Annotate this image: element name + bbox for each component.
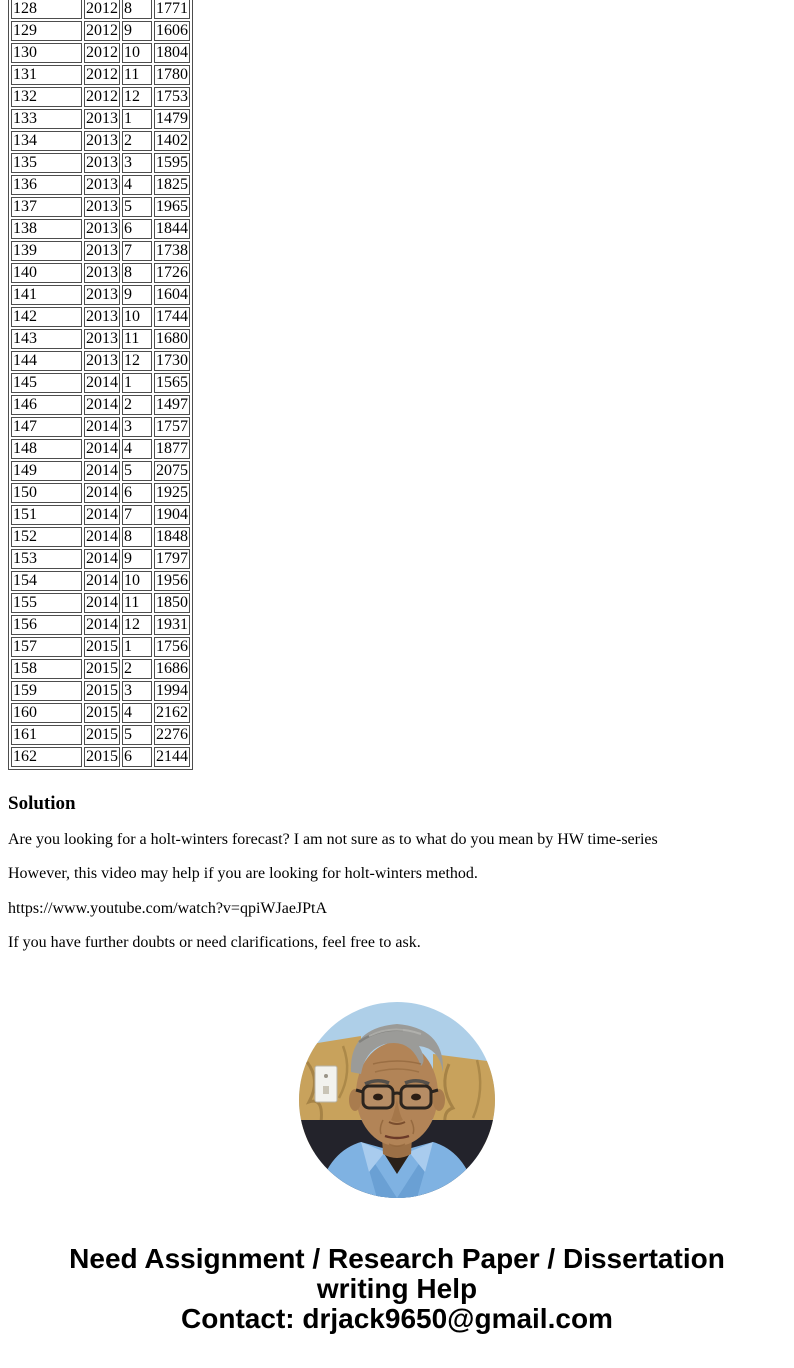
cell-year: 2012 xyxy=(86,44,118,61)
cell-index: 146 xyxy=(11,395,82,415)
table-row xyxy=(11,593,190,613)
cell-index: 154 xyxy=(11,571,82,591)
cell-index: 138 xyxy=(11,219,82,239)
table-row xyxy=(11,197,190,217)
cell-index: 148 xyxy=(11,439,82,459)
cell-index: 150 xyxy=(11,483,82,503)
cell-month: 3 xyxy=(122,153,152,173)
cell-index: 162 xyxy=(11,747,82,767)
cell-index: 159 xyxy=(11,681,82,701)
cell-value: 1402 xyxy=(156,132,188,149)
cell-index: 139 xyxy=(11,241,82,261)
cell-value: 2144 xyxy=(156,748,188,765)
cell-month: 11 xyxy=(122,593,152,613)
cell-year: 2013 xyxy=(86,352,118,369)
cell-year: 2013 xyxy=(86,308,118,325)
cell-year: 2015 xyxy=(86,660,118,677)
table-row xyxy=(11,329,190,349)
table-row xyxy=(11,351,190,371)
cell-index: 152 xyxy=(11,527,82,547)
cell-value: 1965 xyxy=(156,198,188,215)
cell-value: 1730 xyxy=(156,352,188,369)
cell-year: 2012 xyxy=(86,22,118,39)
cell-year: 2014 xyxy=(86,594,118,611)
cell-value: 1780 xyxy=(156,66,188,83)
table-row xyxy=(11,439,190,459)
cell-year: 2013 xyxy=(86,242,118,259)
cell-month: 1 xyxy=(122,109,152,129)
cell-value: 1756 xyxy=(156,638,188,655)
cell-value: 1604 xyxy=(156,286,188,303)
table-row xyxy=(11,219,190,239)
cell-index: 151 xyxy=(11,505,82,525)
solution-paragraph: If you have further doubts or need clarifications, feel free to ask. xyxy=(8,934,421,952)
solution-paragraph: However, this video may help if you are looking for holt-winters method. xyxy=(8,865,478,883)
cell-month: 6 xyxy=(122,219,152,239)
cell-month: 10 xyxy=(122,307,152,327)
cell-month: 2 xyxy=(122,395,152,415)
cell-index: 129 xyxy=(11,21,82,41)
cell-year: 2014 xyxy=(86,418,118,435)
cell-index: 135 xyxy=(11,153,82,173)
table-row xyxy=(11,109,190,129)
cell-year: 2014 xyxy=(86,440,118,457)
table-row xyxy=(11,175,190,195)
table-row xyxy=(11,527,190,547)
table-row xyxy=(11,263,190,283)
data-table-body xyxy=(11,0,190,767)
cell-value: 1757 xyxy=(156,418,188,435)
cell-month: 3 xyxy=(122,681,152,701)
cell-month: 9 xyxy=(122,549,152,569)
cell-value: 2075 xyxy=(156,462,188,479)
cell-year: 2014 xyxy=(86,396,118,413)
cell-month: 8 xyxy=(122,0,152,19)
cell-index: 157 xyxy=(11,637,82,657)
cell-year: 2014 xyxy=(86,616,118,633)
cell-year: 2015 xyxy=(86,748,118,765)
cell-value: 1565 xyxy=(156,374,188,391)
cell-index: 147 xyxy=(11,417,82,437)
cell-index: 160 xyxy=(11,703,82,723)
cell-month: 6 xyxy=(122,483,152,503)
cell-month: 9 xyxy=(122,285,152,305)
cell-value: 1844 xyxy=(156,220,188,237)
cell-year: 2015 xyxy=(86,726,118,743)
cell-month: 1 xyxy=(122,373,152,393)
table-row xyxy=(11,0,190,19)
cell-index: 156 xyxy=(11,615,82,635)
avatar xyxy=(299,1002,495,1198)
cell-year: 2014 xyxy=(86,572,118,589)
cell-value: 1744 xyxy=(156,308,188,325)
table-row xyxy=(11,153,190,173)
cell-month: 7 xyxy=(122,505,152,525)
cell-index: 131 xyxy=(11,65,82,85)
cell-value: 1825 xyxy=(156,176,188,193)
cell-month: 8 xyxy=(122,527,152,547)
cell-month: 4 xyxy=(122,175,152,195)
cell-value: 1479 xyxy=(156,110,188,127)
cell-index: 136 xyxy=(11,175,82,195)
cell-year: 2013 xyxy=(86,110,118,127)
cell-year: 2012 xyxy=(86,88,118,105)
avatar-container xyxy=(8,1002,786,1198)
table-row xyxy=(11,373,190,393)
table-row xyxy=(11,417,190,437)
cell-index: 132 xyxy=(11,87,82,107)
table-row xyxy=(11,637,190,657)
cell-month: 11 xyxy=(122,329,152,349)
cell-index: 149 xyxy=(11,461,82,481)
cell-year: 2014 xyxy=(86,374,118,391)
time-series-table xyxy=(8,0,193,770)
cell-year: 2015 xyxy=(86,704,118,721)
table-row xyxy=(11,725,190,745)
cell-year: 2013 xyxy=(86,286,118,303)
cell-month: 5 xyxy=(122,725,152,745)
cell-index: 145 xyxy=(11,373,82,393)
youtube-url-text: https://www.youtube.com/watch?v=qpiWJaeJPtA xyxy=(8,899,328,917)
cell-year: 2013 xyxy=(86,176,118,193)
cell-month: 2 xyxy=(122,131,152,151)
cell-year: 2014 xyxy=(86,462,118,479)
cell-value: 1904 xyxy=(156,506,188,523)
cell-month: 5 xyxy=(122,197,152,217)
cell-year: 2012 xyxy=(86,0,118,17)
cell-value: 1497 xyxy=(156,396,188,413)
cell-index: 143 xyxy=(11,329,82,349)
solution-heading: Solution xyxy=(8,793,76,814)
cell-value: 1771 xyxy=(156,0,188,17)
cell-index: 130 xyxy=(11,43,82,63)
table-row xyxy=(11,461,190,481)
table-row xyxy=(11,43,190,63)
cell-month: 2 xyxy=(122,659,152,679)
person-photo-illustration xyxy=(299,1002,495,1198)
cell-year: 2015 xyxy=(86,638,118,655)
table-row xyxy=(11,659,190,679)
cell-index: 134 xyxy=(11,131,82,151)
cell-index: 141 xyxy=(11,285,82,305)
cell-value: 1797 xyxy=(156,550,188,567)
cell-index: 133 xyxy=(11,109,82,129)
table-row xyxy=(11,505,190,525)
table-row xyxy=(11,307,190,327)
cell-index: 155 xyxy=(11,593,82,613)
table-row xyxy=(11,747,190,767)
cell-value: 1850 xyxy=(156,594,188,611)
cell-month: 10 xyxy=(122,43,152,63)
cell-value: 1931 xyxy=(156,616,188,633)
cell-year: 2014 xyxy=(86,528,118,545)
table-row xyxy=(11,571,190,591)
table-row xyxy=(11,21,190,41)
cell-year: 2013 xyxy=(86,264,118,281)
cell-month: 4 xyxy=(122,703,152,723)
cell-value: 2276 xyxy=(156,726,188,743)
cell-value: 1956 xyxy=(156,572,188,589)
cell-value: 1994 xyxy=(156,682,188,699)
cell-index: 128 xyxy=(11,0,82,19)
cell-index: 158 xyxy=(11,659,82,679)
cell-value: 1848 xyxy=(156,528,188,545)
cell-month: 12 xyxy=(122,615,152,635)
cell-year: 2014 xyxy=(86,506,118,523)
cell-year: 2013 xyxy=(86,220,118,237)
cell-index: 140 xyxy=(11,263,82,283)
cell-year: 2012 xyxy=(86,66,118,83)
promo-line-1: Need Assignment / Research Paper / Dissertation xyxy=(69,1242,725,1274)
cell-month: 3 xyxy=(122,417,152,437)
cell-month: 5 xyxy=(122,461,152,481)
cell-value: 1686 xyxy=(156,660,188,677)
cell-year: 2015 xyxy=(86,682,118,699)
cell-month: 10 xyxy=(122,571,152,591)
cell-index: 153 xyxy=(11,549,82,569)
cell-year: 2013 xyxy=(86,154,118,171)
cell-value: 1804 xyxy=(156,44,188,61)
table-row xyxy=(11,703,190,723)
footer-promo xyxy=(8,1244,786,1334)
cell-month: 7 xyxy=(122,241,152,261)
promo-line-2: writing Help xyxy=(316,1272,478,1304)
cell-year: 2013 xyxy=(86,132,118,149)
cell-month: 1 xyxy=(122,637,152,657)
table-row xyxy=(11,285,190,305)
cell-month: 11 xyxy=(122,65,152,85)
table-row xyxy=(11,87,190,107)
cell-month: 12 xyxy=(122,87,152,107)
cell-index: 137 xyxy=(11,197,82,217)
contact-email-line: Contact: drjack9650@gmail.com xyxy=(181,1302,613,1334)
cell-index: 144 xyxy=(11,351,82,371)
solution-paragraph: Are you looking for a holt-winters forecast? I am not sure as to what do you mean by HW time-series xyxy=(8,831,658,848)
cell-value: 1877 xyxy=(156,440,188,457)
table-row xyxy=(11,615,190,635)
cell-year: 2014 xyxy=(86,484,118,501)
cell-year: 2014 xyxy=(86,550,118,567)
cell-value: 1680 xyxy=(156,330,188,347)
cell-month: 4 xyxy=(122,439,152,459)
table-row xyxy=(11,395,190,415)
cell-year: 2013 xyxy=(86,330,118,347)
table-row xyxy=(11,241,190,261)
cell-value: 1595 xyxy=(156,154,188,171)
cell-value: 2162 xyxy=(156,704,188,721)
table-row xyxy=(11,483,190,503)
cell-value: 1726 xyxy=(156,264,188,281)
cell-value: 1606 xyxy=(156,22,188,39)
cell-value: 1738 xyxy=(156,242,188,259)
table-row xyxy=(11,681,190,701)
cell-index: 161 xyxy=(11,725,82,745)
cell-month: 8 xyxy=(122,263,152,283)
cell-value: 1925 xyxy=(156,484,188,501)
table-row xyxy=(11,65,190,85)
cell-month: 12 xyxy=(122,351,152,371)
cell-index: 142 xyxy=(11,307,82,327)
table-row xyxy=(11,549,190,569)
cell-month: 6 xyxy=(122,747,152,767)
cell-month: 9 xyxy=(122,21,152,41)
cell-value: 1753 xyxy=(156,88,188,105)
cell-year: 2013 xyxy=(86,198,118,215)
table-row xyxy=(11,131,190,151)
